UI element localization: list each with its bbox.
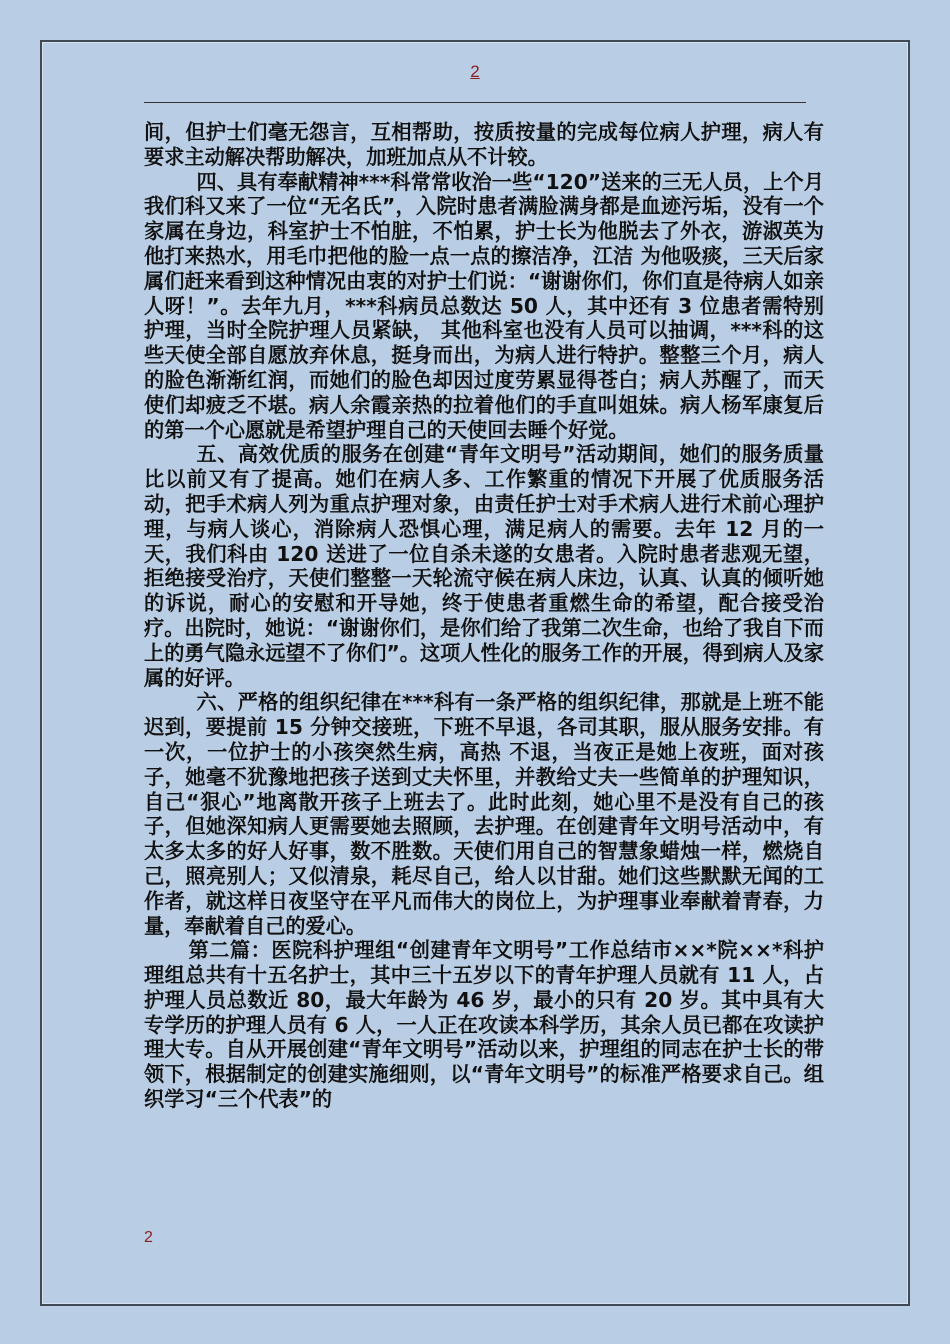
paragraph-section-four: 四、具有奉献精神***科常常收治一些“120”送来的三无人员，上个月我们科又来了一位“无名氏”，入院时患者满脸满身都是血迹污垢，没有一个家属在身边，科室护士不怕脏，不怕累，护士长为他脱去了外衣，游淑英为他打来热水，用毛巾把他的脸一点一点的擦洁净，江洁 为他吸痰，三天后家属们赶来看到这种情况由衷的对护士们说：“谢谢你们，你们直是待病人如亲人呀！”。去年九月，***科病员总数达 50 人，其中还有 3 位患者需特别护理，当时全院护理人员紧缺， 其他科室也没有人员可以抽调，***科的这些天使全部自愿放弃休息，挺身而出，为病人进行特护。整整三个月，病人的脸色渐渐红润，而她们的脸色却因过度劳累显得苍白；病人苏醒了，而天使们却疲乏不堪。病人余霞亲热的拉着他们的手直叫姐妹。病人杨军康复后的第一个心愿就是希望护理自己的天使回去睡个好觉。 — [144, 169, 824, 442]
paragraph-section-five: 五、高效优质的服务在创建“青年文明号”活动期间，她们的服务质量比以前又有了提高。她们在病人多、工作繁重的情况下开展了优质服务活动，把手术病人列为重点护理对象，由责任护士对手术病人进行术前心理护理，与病人谈心，消除病人恐惧心理，满足病人的需要。去年 12 月的一天，我们科由 120 送进了一位自杀未遂的女患者。入院时患者悲观无望，拒绝接受治疗，天使们整整一天轮流守候在病人床边，认真、认真的倾听她的诉说，耐心的安慰和开导她，终于使患者重燃生命的希望，配合接受治疗。出院时，她说：“谢谢你们，是你们给了我第二次生命，也给了我自下而上的勇气隐永远望不了你们”。这项人性化的服务工作的开展，得到病人及家属的好评。 — [144, 442, 824, 690]
header-page-number: 2 — [470, 62, 480, 81]
document-body — [144, 120, 824, 1112]
paragraph-part-two: 第二篇：医院科护理组“创建青年文明号”工作总结市××*院××*科护理组总共有十五名护士，其中三十五岁以下的青年护理人员就有 11 人，占护理人员总数近 80，最大年龄为 46 岁，最小的只有 20 岁。其中具有大专学历的护理人员有 6 人，一人正在攻读本科学历，其余人员已都在攻读护理大专。自从开展创建“青年文明号”活动以来，护理组的同志在护士长的带领下，根据制定的创建实施细则，以“青年文明号”的标准严格要求自己。组织学习“三个代表”的 — [144, 938, 824, 1112]
paragraph-section-six: 六、严格的组织纪律在***科有一条严格的组织纪律，那就是上班不能迟到，要提前 15 分钟交接班，下班不早退，各司其职，服从服务安排。有一次，一位护士的小孩突然生病，高热 不退，当夜正是她上夜班，面对孩子，她毫不犹豫地把孩子送到丈夫怀里，并教给丈夫一些简单的护理知识，自己“狠心”地离散开孩子上班去了。此时此刻，她心里不是没有自己的孩子，但她深知病人更需要她去照顾，去护理。在创建青年文明号活动中，有太多太多的好人好事，数不胜数。天使们用自己的智慧象蜡烛一样，燃烧自己，照亮别人；又似清泉，耗尽自己，给人以甘甜。她们这些默默无闻的工作者，就这样日夜坚守在平凡而伟大的岗位上，为护理事业奉献着青春，力量，奉献着自己的爱心。 — [144, 690, 824, 938]
header-divider — [144, 102, 806, 103]
paragraph-continuation: 间，但护士们毫无怨言，互相帮助，按质按量的完成每位病人护理，病人有要求主动解决帮助解决，加班加点从不计较。 — [144, 120, 824, 169]
footer-page-number: 2 — [144, 1229, 153, 1246]
